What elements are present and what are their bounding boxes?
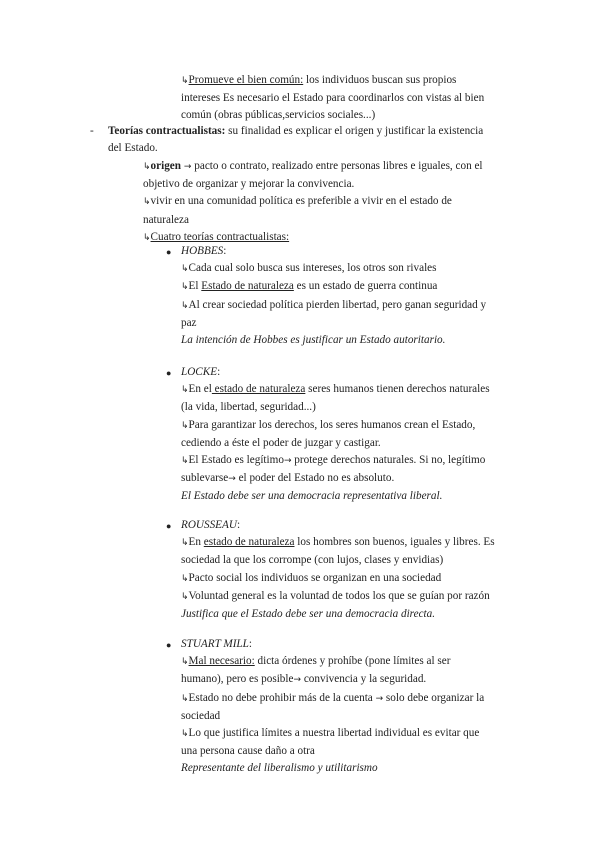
bullet-icon: ●: [166, 247, 172, 257]
theory-name: LOCKE: [181, 366, 218, 378]
rousseau-point: Voluntad general es la voluntad de todos los que se guían por razón: [188, 589, 490, 602]
rousseau-conclusion: Justifica que el Estado debe ser una democracia directa.: [181, 608, 436, 621]
rousseau-point: Pacto social los individuos se organizan en una sociedad: [188, 571, 442, 584]
colon: :: [217, 366, 221, 378]
rousseau-point: En: [188, 536, 204, 549]
mill-point: solo debe organizar la: [383, 691, 485, 704]
origen-line: objetivo de organizar y mejorar la convivencia.: [143, 178, 355, 191]
rousseau-point: los hombres son buenos, iguales y libres. Es: [294, 536, 495, 549]
locke-point: el poder del Estado no es absoluto.: [235, 472, 395, 485]
list-dash: -: [90, 125, 94, 137]
intro-line: intereses Es necesario el Estado para coordinarlos con vistas al bien: [181, 92, 485, 105]
estado-naturaleza-term: estado de naturaleza: [203, 536, 295, 549]
mill-point: dicta órdenes y prohíbe (pone límites al ser: [254, 655, 451, 668]
arrow-icon: ↳: [181, 264, 189, 275]
theory-stuart-mill: [181, 636, 484, 778]
section-line: del Estado.: [108, 142, 158, 155]
arrow-icon: →: [375, 693, 384, 704]
locke-point: El Estado es legítimo: [188, 454, 284, 467]
intro-line: común (obras públicas,servicios sociales...): [181, 109, 376, 122]
theory-name: STUART MILL: [181, 638, 249, 650]
arrow-icon: ↳: [181, 420, 189, 431]
arrow-icon: ↳: [181, 729, 189, 740]
locke-point: Para garantizar los derechos, los seres humanos crean el Estado,: [188, 418, 476, 431]
intro-text: los individuos buscan sus propios: [303, 74, 457, 86]
arrow-icon: →: [181, 162, 195, 172]
theory-name: ROUSSEAU: [181, 519, 237, 531]
mill-conclusion: Representante del liberalismo y utilitarismo: [181, 762, 378, 775]
locke-point: En el: [188, 383, 212, 396]
hobbes-point: paz: [181, 316, 197, 329]
colon: :: [236, 519, 241, 531]
arrow-icon: ↳: [181, 591, 189, 602]
arrow-icon: ↳: [181, 538, 189, 549]
arrow-icon: ↳: [143, 162, 151, 172]
cuatro-teorias-heading: Cuatro teorías contractualistas:: [150, 230, 290, 243]
arrow-icon: ↳: [181, 456, 189, 467]
theory-hobbes: [181, 243, 486, 349]
hobbes-point: Al crear sociedad política pierden libertad, pero ganan seguridad y: [188, 298, 487, 311]
colon: :: [223, 245, 227, 257]
arrow-icon: ↳: [181, 657, 189, 668]
locke-point: cediendo a éste el poder de juzgar y castigar.: [181, 436, 381, 449]
colon: :: [248, 638, 252, 650]
arrow-icon: →: [228, 474, 236, 485]
bullet-icon: ●: [166, 368, 172, 378]
locke-point: (la vida, libertad, seguridad...): [181, 401, 316, 414]
arrow-icon: ↳: [181, 300, 189, 311]
vivir-line: naturaleza: [143, 213, 189, 226]
arrow-icon: →: [293, 675, 302, 686]
locke-point: sublevarse: [181, 472, 229, 485]
arrow-icon: ↳: [143, 197, 151, 208]
locke-point: protege derechos naturales. Si no, legítimo: [291, 454, 486, 467]
bullet-icon: ●: [166, 640, 172, 650]
intro-paragraph: [181, 72, 484, 125]
hobbes-point: El: [188, 280, 202, 293]
hobbes-point: es un estado de guerra continua: [293, 280, 438, 293]
estado-naturaleza-term: Estado de naturaleza: [201, 280, 294, 293]
mal-necesario-term: Mal necesario:: [188, 655, 255, 668]
bullet-icon: ●: [166, 521, 172, 531]
mill-point: Estado no debe prohibir más de la cuenta: [188, 691, 376, 704]
section-text: su finalidad es explicar el origen y justificar la existencia: [225, 125, 484, 137]
mill-point: humano), pero es posible: [181, 673, 294, 686]
arrow-icon: ↳: [181, 282, 189, 293]
section-title: Teorías contractualistas:: [108, 125, 226, 137]
bien-comun-term: Promueve el bien común:: [188, 74, 304, 86]
mill-point: convivencia y la seguridad.: [301, 673, 427, 686]
theory-locke: [181, 364, 490, 506]
section-contractualistas: [108, 123, 483, 157]
arrow-icon: ↳: [181, 385, 189, 396]
arrow-icon: →: [283, 456, 292, 467]
mill-point: sociedad: [181, 709, 221, 722]
theory-rousseau: [181, 517, 495, 623]
vivir-text: vivir en una comunidad política es preferible a vivir en el estado de: [150, 195, 452, 208]
locke-point: seres humanos tienen derechos naturales: [305, 383, 490, 396]
locke-conclusion: El Estado debe ser una democracia representativa liberal.: [181, 490, 443, 503]
origen-term: origen: [150, 160, 181, 172]
theory-name: HOBBES: [181, 245, 224, 257]
estado-naturaleza-term: estado de naturaleza: [211, 383, 306, 396]
arrow-icon: ↳: [181, 573, 189, 584]
rousseau-point: sociedad la que los corrompe (con lujos, clases y envidias): [181, 554, 444, 567]
origen-text: pacto o contrato, realizado entre personas libres e iguales, con el: [194, 160, 483, 172]
arrow-icon: ↳: [143, 232, 151, 243]
section-details: [143, 158, 483, 247]
arrow-icon: ↳: [181, 693, 189, 704]
mill-point: Lo que justifica límites a nuestra libertad individual es evitar que: [188, 727, 480, 740]
arrow-icon: ↳: [181, 76, 189, 86]
hobbes-conclusion: La intención de Hobbes es justificar un Estado autoritario.: [181, 334, 446, 347]
mill-point: una persona cause daño a otra: [181, 745, 315, 758]
hobbes-point: Cada cual solo busca sus intereses, los otros son rivales: [188, 262, 437, 275]
